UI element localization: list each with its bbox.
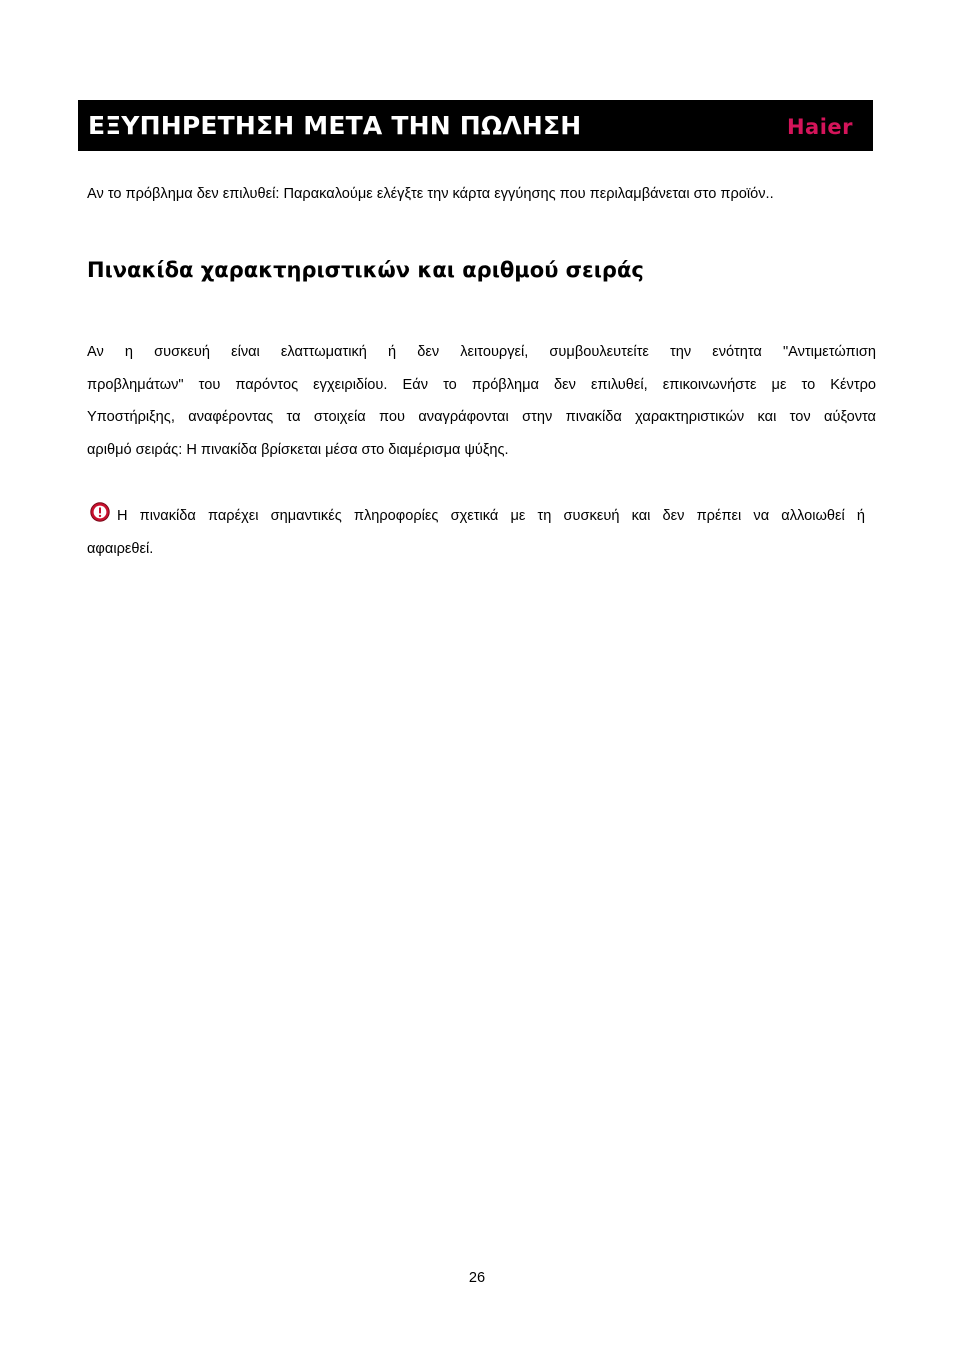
warning-note [87, 500, 865, 565]
warning-line: αφαιρεθεί. [87, 540, 154, 557]
page-title: ΕΞΥΠΗΡΕΤΗΣΗ ΜΕΤΑ ΤΗΝ ΠΩΛΗΣΗ [88, 111, 582, 140]
warning-icon [90, 502, 110, 522]
haier-logo: Haier [786, 115, 853, 139]
intro-text: Αν το πρόβλημα δεν επιλυθεί: Παρακαλούμε ελέγξτε την κάρτα εγγύησης που περιλαμβάνεται στο προϊόν.. [87, 186, 774, 202]
page-number: 26 [468, 1270, 486, 1286]
warning-line: Η πινακίδα παρέχει σημαντικές πληροφορίες σχετικά με τη συσκευή και δεν πρέπει να αλλοιωθεί ή [117, 508, 865, 524]
rating-plate-paragraph [87, 336, 876, 466]
paragraph-line: αριθμό σειράς: Η πινακίδα βρίσκεται μέσα στο διαμέρισμα ψύξης. [87, 441, 509, 458]
section-heading: Πινακίδα χαρακτηριστικών και αριθμού σειράς [87, 258, 644, 282]
paragraph-line: Υποστήριξης, αναφέροντας τα στοιχεία που αναγράφονται στην πινακίδα χαρακτηριστικών και τον αύξοντα [87, 409, 876, 425]
paragraph-line: Αν η συσκευή είναι ελαττωματική ή δεν λειτουργεί, συμβουλευτείτε την ενότητα "Αντιμετώπιση [87, 344, 876, 360]
section-header-bar [78, 100, 873, 151]
paragraph-line: προβλημάτων" του παρόντος εγχειριδίου. Εάν το πρόβλημα δεν επιλυθεί, επικοινωνήστε με το Κέντρο [87, 376, 876, 393]
